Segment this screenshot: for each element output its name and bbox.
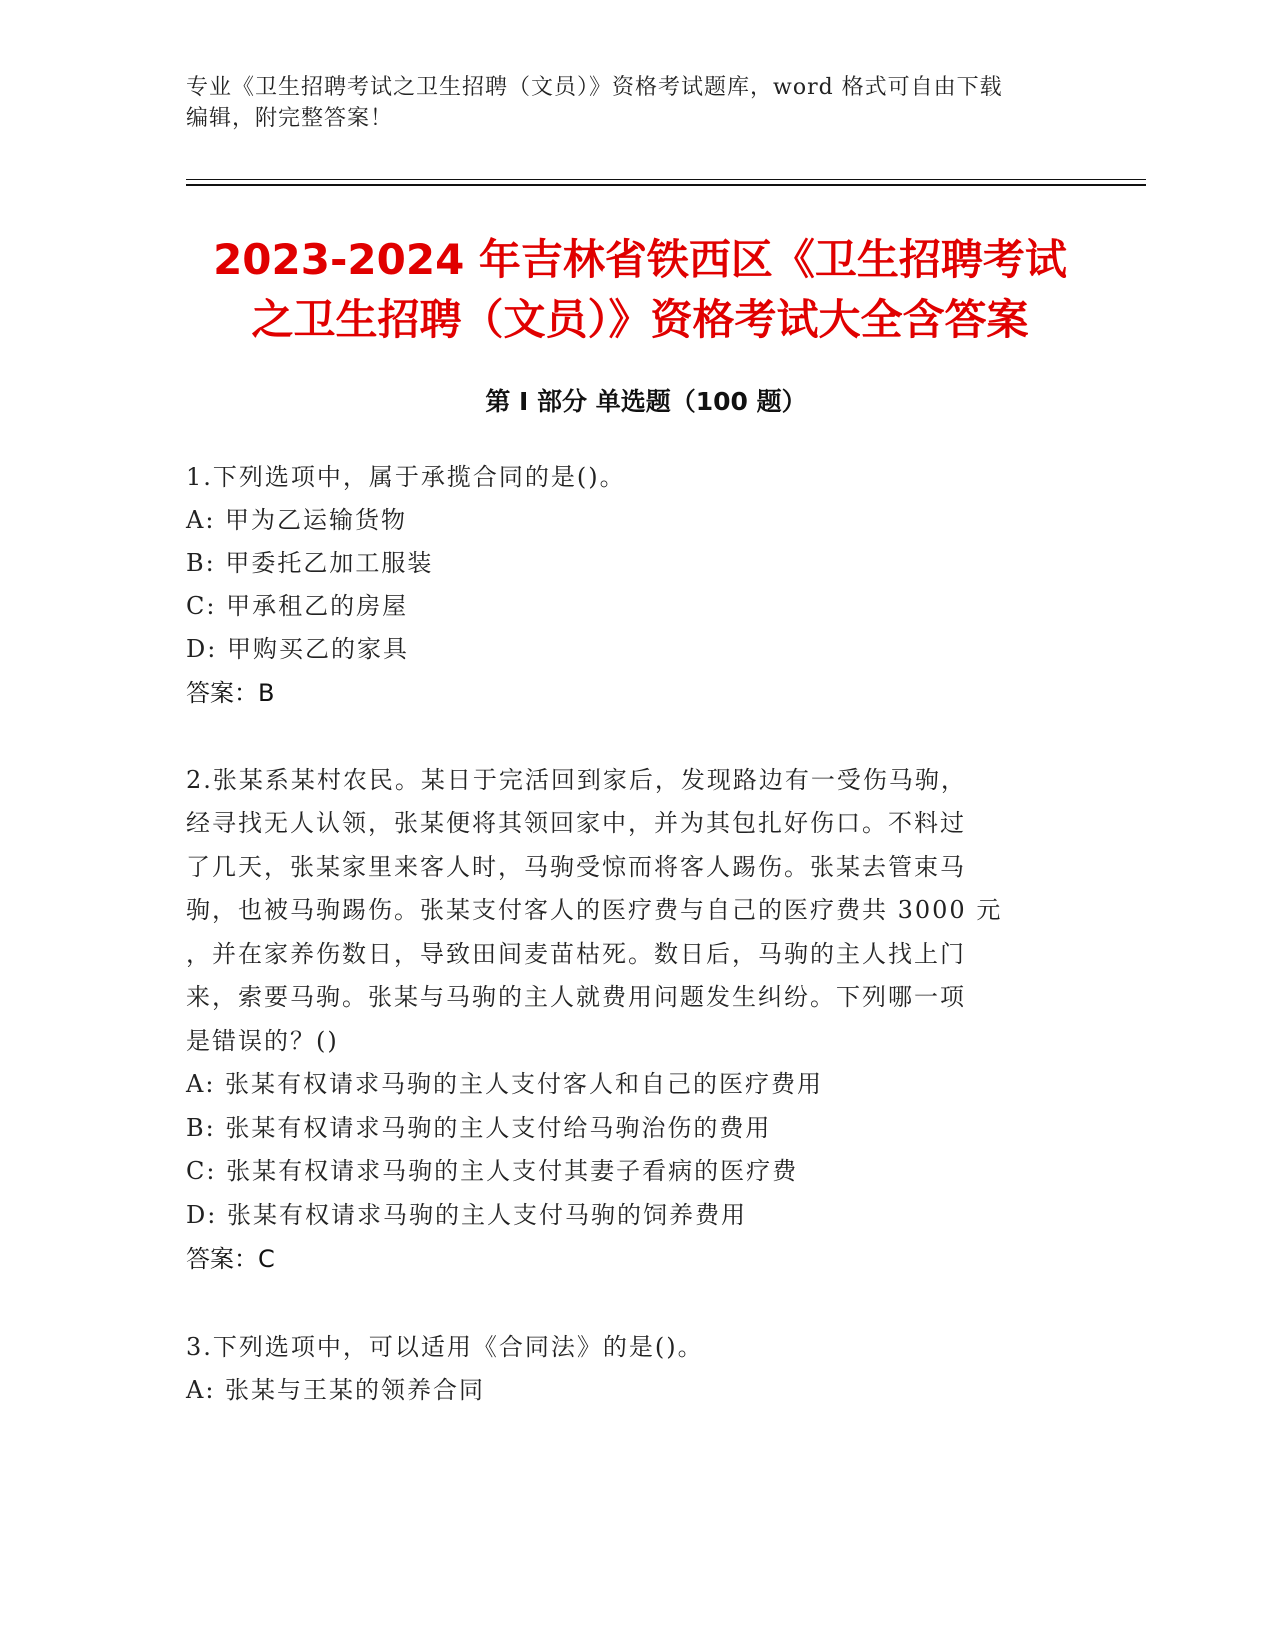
document-title-line: 2023-2024 年吉林省铁西区《卫生招聘考试	[213, 235, 1067, 284]
question-option: B: 甲委托乙加工服装	[186, 549, 434, 577]
question-option: D: 甲购买乙的家具	[186, 635, 409, 663]
question-stem: 2.张某系某村农民。某日于完活回到家后，发现路边有一受伤马驹，	[186, 766, 967, 794]
header-divider	[186, 184, 1146, 186]
section-heading: 第 I 部分 单选题（100 题）	[485, 387, 807, 416]
question-option: D: 张某有权请求马驹的主人支付马驹的饲养费用	[186, 1201, 747, 1229]
question-stem: 是错误的？()	[186, 1027, 339, 1055]
question-stem: 驹，也被马驹踢伤。张某支付客人的医疗费与自己的医疗费共 3000 元	[186, 896, 1003, 924]
document-title-line: 之卫生招聘（文员）》资格考试大全含答案	[251, 295, 1029, 344]
question-option: C: 甲承租乙的房屋	[186, 592, 409, 620]
header-note	[186, 72, 1066, 134]
header-note-line: 编辑，附完整答案！	[186, 106, 394, 131]
question-stem: 3.下列选项中，可以适用《合同法》的是()。	[186, 1333, 704, 1361]
question-stem: ，并在家养伤数日，导致田间麦苗枯死。数日后，马驹的主人找上门	[186, 940, 966, 968]
question-option: A: 张某有权请求马驹的主人支付客人和自己的医疗费用	[186, 1070, 824, 1098]
question-stem: 1.下列选项中，属于承揽合同的是()。	[186, 463, 626, 491]
question-stem: 来，索要马驹。张某与马驹的主人就费用问题发生纠纷。下列哪一项	[186, 983, 966, 1011]
document-title	[180, 230, 1100, 350]
header-divider	[186, 179, 1146, 180]
question-option: C: 张某有权请求马驹的主人支付其妻子看病的医疗费	[186, 1157, 799, 1185]
question-stem: 了几天，张某家里来客人时，马驹受惊而将客人踢伤。张某去管束马	[186, 853, 966, 881]
question-option: B: 张某有权请求马驹的主人支付给马驹治伤的费用	[186, 1114, 772, 1142]
question-option: A: 张某与王某的领养合同	[186, 1376, 486, 1404]
question-option: A: 甲为乙运输货物	[186, 506, 408, 534]
question-answer: 答案：B	[186, 679, 275, 707]
question-answer: 答案：C	[186, 1245, 275, 1273]
header-note-line: 专业《卫生招聘考试之卫生招聘（文员）》资格考试题库，word 格式可自由下载	[186, 75, 1003, 100]
question-stem: 经寻找无人认领，张某便将其领回家中，并为其包扎好伤口。不料过	[186, 809, 966, 837]
